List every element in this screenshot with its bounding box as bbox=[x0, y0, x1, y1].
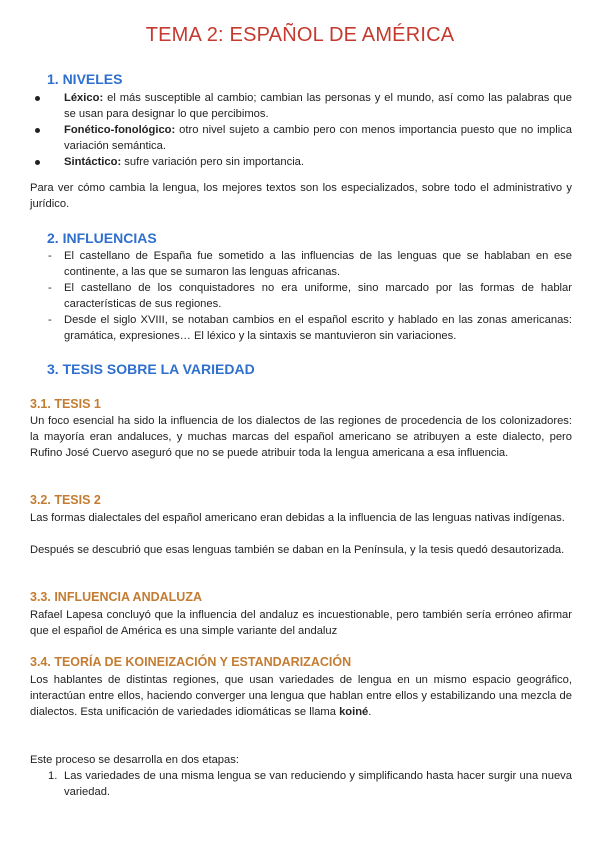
dash-marker: - bbox=[48, 282, 52, 294]
item-text: Desde el siglo XVIII, se notaban cambios en el español escrito y hablado en las zonas americanas: gramática, expresiones… El léxico y la sintaxis se mantuvieron sin variaciones. bbox=[64, 314, 572, 342]
subsection-heading: 3.3. INFLUENCIA ANDALUZA bbox=[30, 590, 202, 604]
term: Léxico: bbox=[64, 92, 104, 104]
niveles-list bbox=[30, 90, 572, 170]
item-number: 1. bbox=[48, 770, 58, 782]
bullet-icon bbox=[35, 128, 40, 133]
list-item bbox=[30, 768, 572, 800]
term: Sintáctico: bbox=[64, 156, 122, 168]
term-koine: koiné bbox=[339, 706, 369, 718]
section-heading-tesis: 3. TESIS SOBRE LA VARIEDAD bbox=[47, 361, 255, 377]
bullet-icon bbox=[35, 160, 40, 165]
item-text: el más susceptible al cambio; cambian las personas y el mundo, así como las palabras que se usan para designar lo que percibimos. bbox=[64, 92, 572, 120]
paragraph: Después se descubrió que esas lenguas también se daban en la Península, y la tesis quedó desautorizada. bbox=[30, 544, 565, 556]
dash-marker: - bbox=[48, 250, 52, 262]
section-heading-influencias: 2. INFLUENCIAS bbox=[47, 230, 157, 246]
paragraph: Este proceso se desarrolla en dos etapas: bbox=[30, 754, 239, 766]
item-text: sufre variación pero sin importancia. bbox=[121, 156, 305, 168]
list-item bbox=[30, 280, 572, 312]
paragraph: Un foco esencial ha sido la influencia de los dialectos de las regiones de procedencia de los colonizadores: la mayoría eran andaluces, y muchas marcas del español americano se atribuyen a este dialecto, pero Rufino José Cuervo aseguró que no se puede atribuir toda la lengua americana a esa influencia. bbox=[30, 415, 572, 459]
etapas-list bbox=[30, 768, 572, 800]
paragraph: Para ver cómo cambia la lengua, los mejores textos son los especializados, sobre todo el administrativo y jurídico. bbox=[30, 182, 572, 210]
dash-marker: - bbox=[48, 314, 52, 326]
list-item bbox=[30, 122, 572, 154]
item-text: El castellano de España fue sometido a las influencias de las lenguas que se hablaban en ese continente, a las que se sumaron las lenguas africanas. bbox=[64, 250, 572, 278]
section-heading-niveles: 1. NIVELES bbox=[47, 71, 123, 87]
bullet-icon bbox=[35, 96, 40, 101]
subsection-heading: 3.2. TESIS 2 bbox=[30, 493, 101, 507]
paragraph: Rafael Lapesa concluyó que la influencia del andaluz es incuestionable, pero también sería erróneo afirmar que el español de América es una simple variante del andaluz bbox=[30, 609, 572, 637]
item-text: Las variedades de una misma lengua se van reduciendo y simplificando hasta hacer surgir una nueva variedad. bbox=[64, 770, 572, 798]
subsection-heading: 3.1. TESIS 1 bbox=[30, 397, 101, 411]
subsection-heading: 3.4. TEORÍA DE KOINEIZACIÓN Y ESTANDARIZACIÓN bbox=[30, 655, 352, 669]
item-text: otro nivel sujeto a cambio pero con menos importancia puesto que no implica variación semántica. bbox=[64, 124, 572, 152]
paragraph: Las formas dialectales del español americano eran debidas a la influencia de las lenguas nativas indígenas. bbox=[30, 512, 565, 524]
paragraph bbox=[30, 672, 572, 720]
term: Fonético-fonológico: bbox=[64, 124, 176, 136]
paragraph-text: Los hablantes de distintas regiones, que usan variedades de lengua en un mismo espacio geográfico, interactúan entre ellos, haciendo converger una lengua que hablan entre ellos y estabilizando una mezcla de dialectos. Esta unificación de variedades idiomáticas se llama bbox=[30, 674, 572, 718]
item-text: El castellano de los conquistadores no era uniforme, sino marcado por las formas de hablar características de sus regiones. bbox=[64, 282, 572, 310]
page-title: TEMA 2: ESPAÑOL DE AMÉRICA bbox=[145, 24, 455, 46]
list-item bbox=[30, 90, 572, 122]
influencias-list bbox=[30, 248, 572, 344]
list-item bbox=[30, 248, 572, 280]
list-item bbox=[30, 312, 572, 344]
list-item bbox=[30, 154, 572, 170]
paragraph-end: . bbox=[368, 706, 372, 718]
